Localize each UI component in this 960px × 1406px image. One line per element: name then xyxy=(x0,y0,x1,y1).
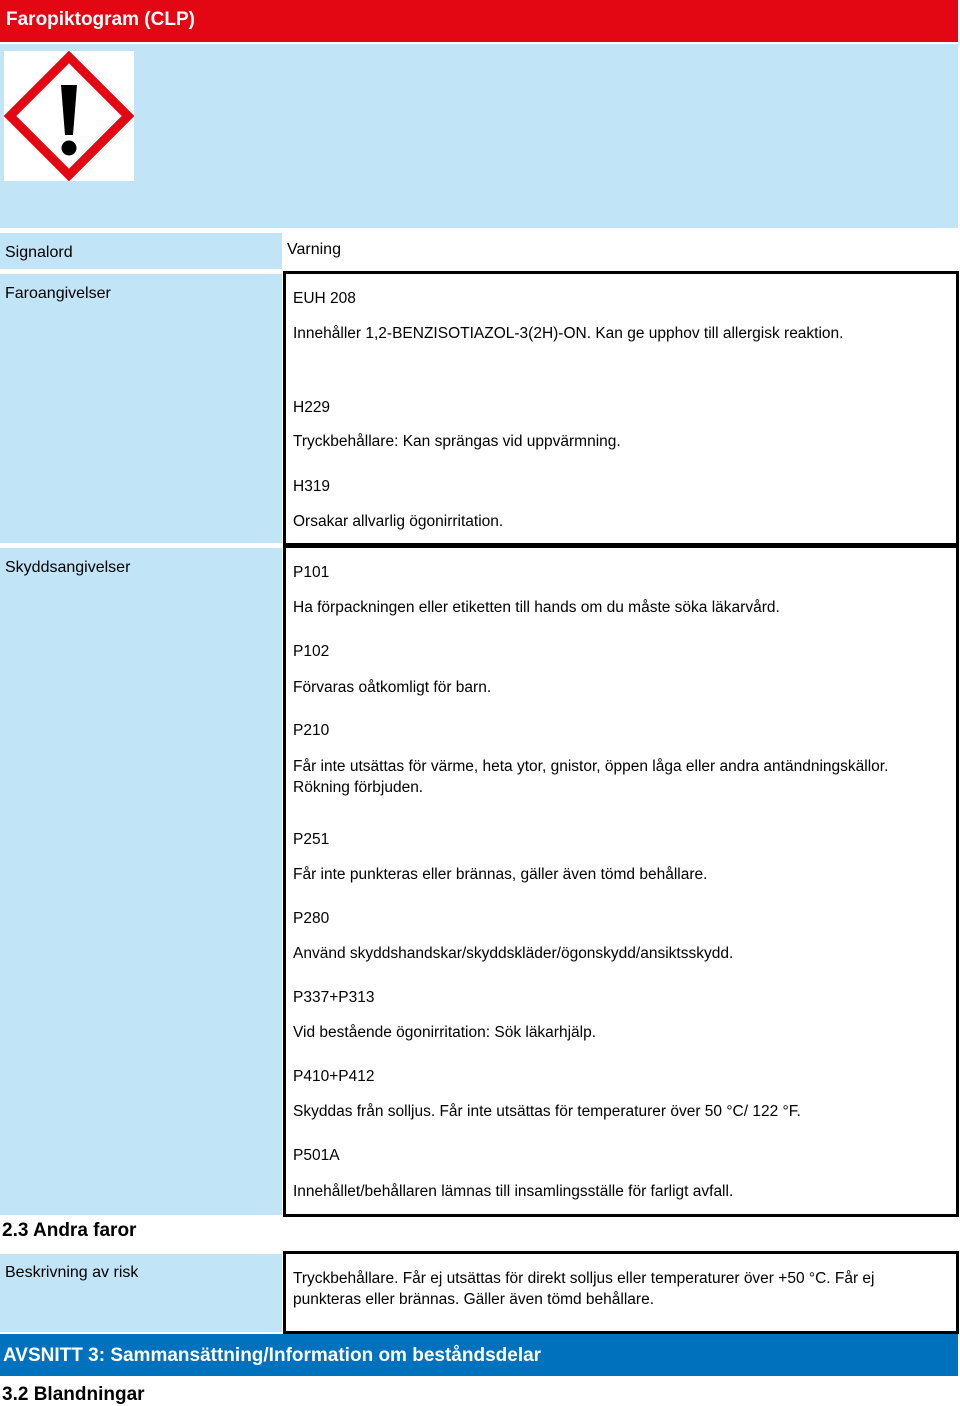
precaution-code: P251 xyxy=(293,831,330,848)
section-3-header xyxy=(0,1334,958,1376)
signal-word-label-cell xyxy=(0,233,282,269)
hazard-code: H229 xyxy=(293,399,331,416)
pictogram-header-title: Faropiktogram (CLP) xyxy=(6,9,195,30)
precaution-text: Förvaras oåtkomligt för barn. xyxy=(293,679,492,696)
precaution-text: Vid bestående ögonirritation: Sök läkarhjälp. xyxy=(293,1024,597,1041)
risk-description-label-cell xyxy=(0,1254,282,1332)
pictogram-header xyxy=(0,0,958,42)
hazard-code: H319 xyxy=(293,478,331,495)
pictogram-area xyxy=(0,44,958,228)
hazard-text: Tryckbehållare: Kan sprängas vid uppvärmning. xyxy=(293,433,621,450)
hazard-code: EUH 208 xyxy=(293,290,356,307)
hazard-statements-box xyxy=(283,271,959,546)
hazard-text: Innehåller 1,2-BENZISOTIAZOL-3(2H)-ON. Kan ge upphov till allergisk reaktion. xyxy=(293,325,844,342)
precaution-code: P210 xyxy=(293,722,330,739)
precaution-code: P280 xyxy=(293,910,330,927)
precaution-code: P410+P412 xyxy=(293,1068,375,1085)
precaution-text: Använd skyddshandskar/skyddskläder/ögonskydd/ansiktsskydd. xyxy=(293,945,734,962)
precaution-text: Ha förpackningen eller etiketten till hands om du måste söka läkarvård. xyxy=(293,599,780,616)
hazard-statements-label-cell xyxy=(0,274,282,543)
hazard-statements-label: Faroangivelser xyxy=(5,285,111,302)
precaution-code: P501A xyxy=(293,1147,340,1164)
ghs-exclamation-pictogram xyxy=(4,51,134,181)
exclamation-mark-icon xyxy=(4,51,134,181)
precaution-code: P101 xyxy=(293,564,330,581)
section-3-title: AVSNITT 3: Sammansättning/Information om beståndsdelar xyxy=(3,1345,542,1366)
risk-description-text: Tryckbehållare. Får ej utsättas för direkt solljus eller temperaturer över +50 °C. Får ej punkteras eller brännas. Gäller även tömd behållare. xyxy=(293,1270,875,1308)
precaution-text: Skyddas från solljus. Får inte utsättas för temperaturer över 50 °C/ 122 °F. xyxy=(293,1103,801,1120)
signal-word-label: Signalord xyxy=(5,244,73,261)
hazard-text: Orsakar allvarlig ögonirritation. xyxy=(293,513,504,530)
precautionary-statements-label: Skyddsangivelser xyxy=(5,559,131,576)
precaution-code: P337+P313 xyxy=(293,989,375,1006)
risk-description-label: Beskrivning av risk xyxy=(5,1264,139,1281)
signal-word-value-cell xyxy=(283,233,958,269)
signal-word-value: Varning xyxy=(287,241,341,258)
precaution-text: Får inte utsättas för värme, heta ytor, gnistor, öppen låga eller andra antändningskällor. Rökning förbjuden. xyxy=(293,758,889,796)
mixtures-heading: 3.2 Blandningar xyxy=(2,1384,145,1405)
precaution-code: P102 xyxy=(293,643,330,660)
precaution-text: Får inte punkteras eller brännas, gäller även tömd behållare. xyxy=(293,866,708,883)
precaution-text: Innehållet/behållaren lämnas till insamlingsställe för farligt avfall. xyxy=(293,1183,734,1200)
precautionary-statements-label-cell xyxy=(0,548,282,1215)
other-hazards-heading: 2.3 Andra faror xyxy=(2,1220,137,1241)
